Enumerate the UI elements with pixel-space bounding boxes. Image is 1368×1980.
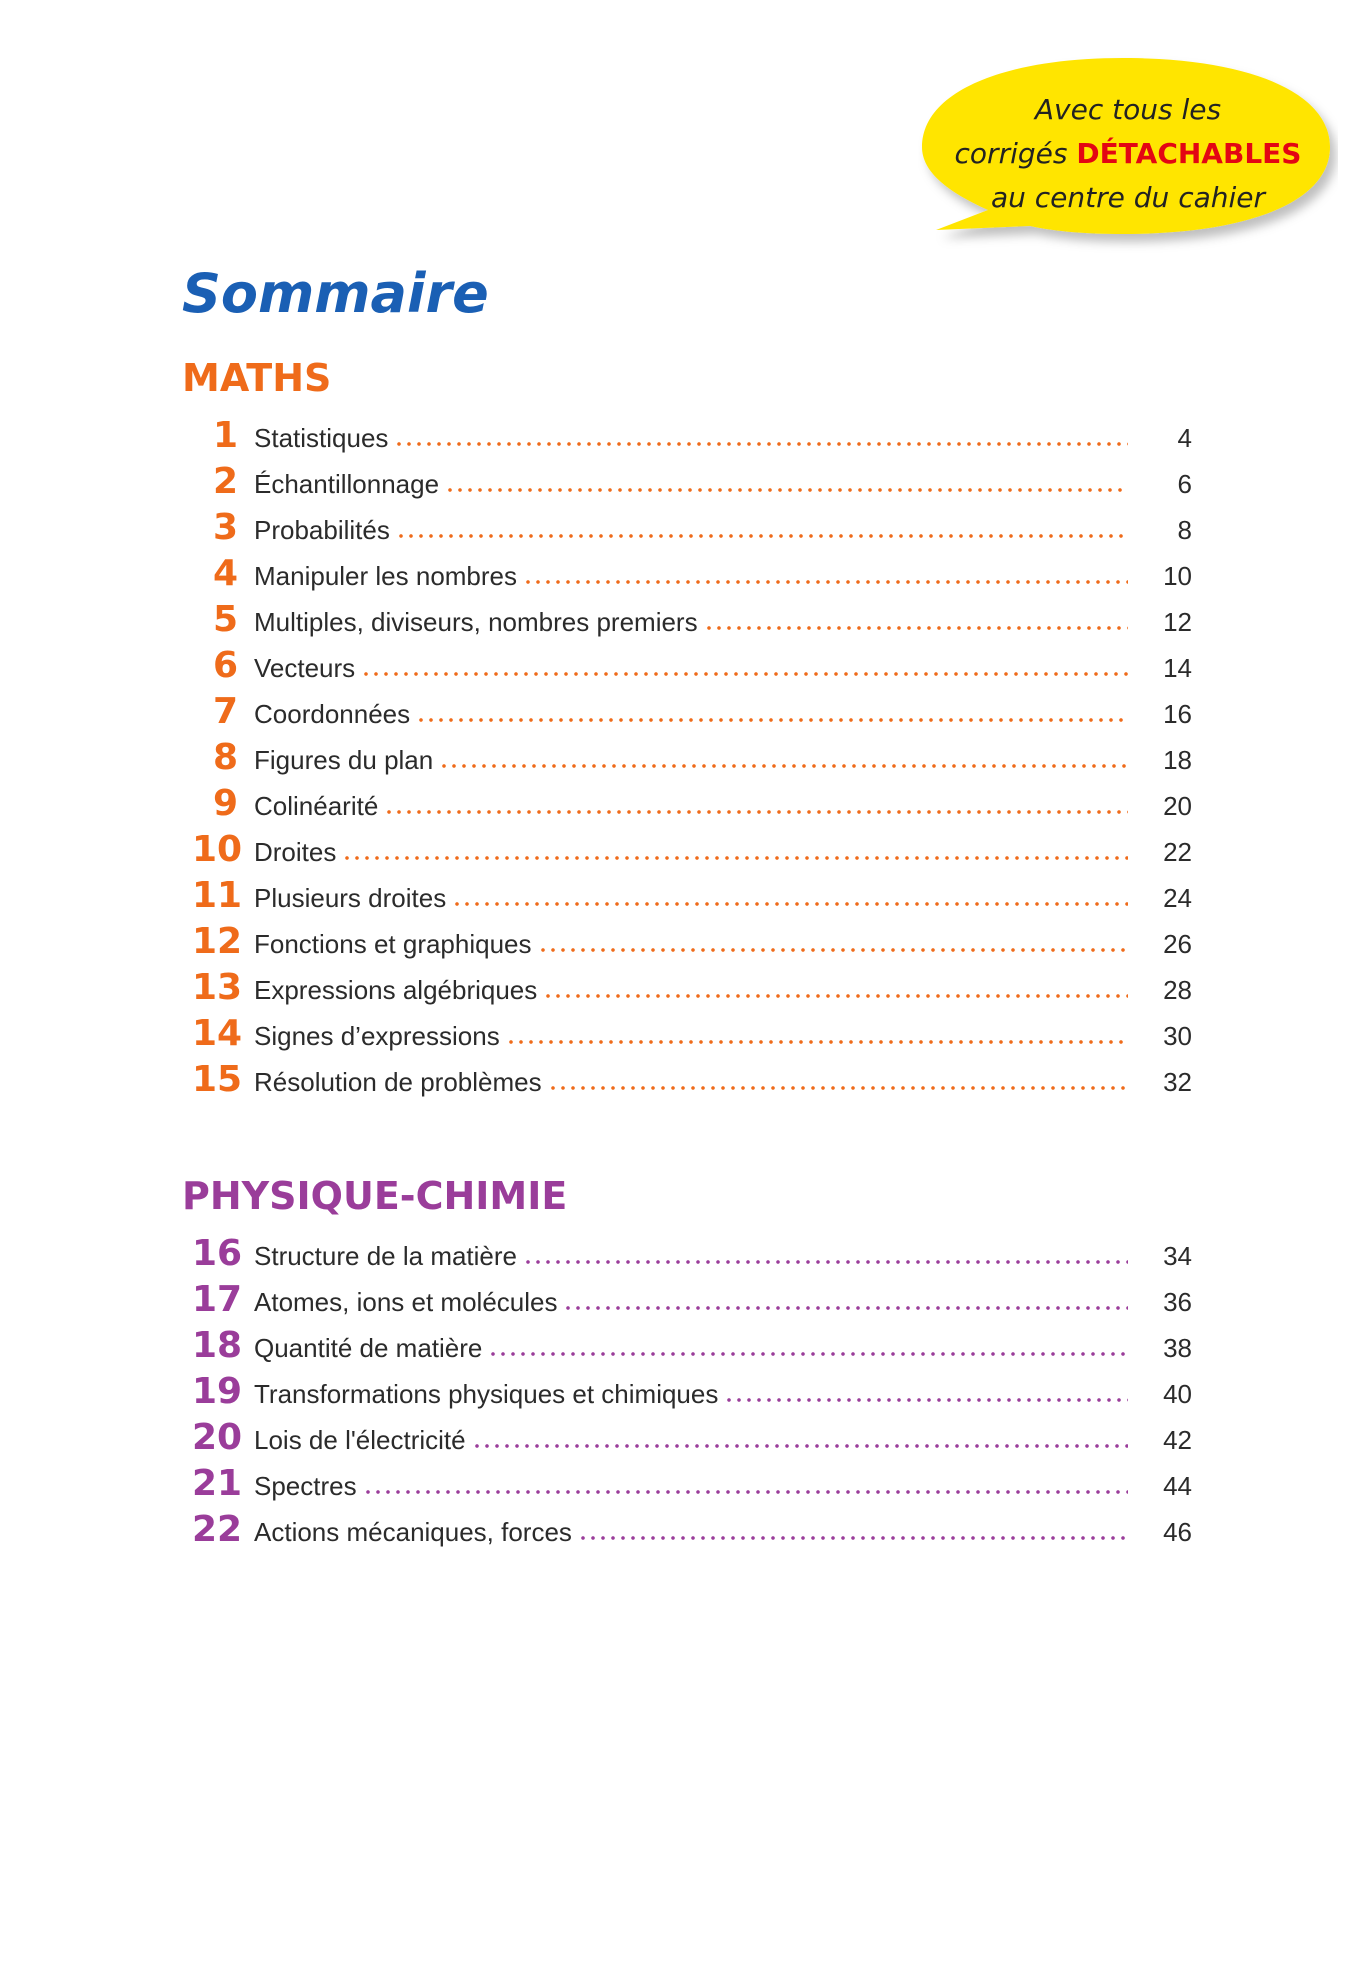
callout-line-3: au centre du cahier [990, 181, 1266, 214]
toc-entry [192, 1230, 1192, 1276]
chapter-number: 11 [192, 875, 243, 916]
toc-entry [192, 1322, 1192, 1368]
toc-entry [192, 918, 1192, 964]
dot-leader [394, 440, 1128, 448]
callout-line-2 [948, 132, 1308, 176]
chapter-title: Coordonnées [254, 699, 411, 729]
dot-leader [543, 992, 1128, 1000]
dot-leader [445, 486, 1128, 494]
toc-entry [192, 642, 1192, 688]
chapter-title: Quantité de matière [254, 1333, 483, 1363]
dot-leader [578, 1534, 1128, 1542]
chapter-title: Fonctions et graphiques [254, 929, 532, 959]
toc-entry [192, 1414, 1192, 1460]
toc-entry [192, 458, 1192, 504]
chapter-title: Atomes, ions et molécules [254, 1287, 558, 1317]
chapter-title: Colinéarité [254, 791, 379, 821]
chapter-title: Actions mécaniques, forces [254, 1517, 572, 1547]
chapter-number: 3 [212, 507, 238, 548]
dot-leader [506, 1038, 1128, 1046]
page-number: 18 [1163, 745, 1192, 775]
dot-leader [363, 1488, 1128, 1496]
chapter-number: 5 [212, 599, 238, 640]
chapter-title: Probabilités [254, 515, 390, 545]
callout-accent: DÉTACHABLES [1076, 137, 1302, 170]
chapter-number: 1 [212, 415, 238, 456]
chapter-title: Manipuler les nombres [254, 561, 518, 591]
toc-entry [192, 1460, 1192, 1506]
page-number: 16 [1163, 699, 1192, 729]
chapter-title: Transformations physiques et chimiques [254, 1379, 719, 1409]
chapter-number: 2 [212, 461, 238, 502]
chapter-number: 13 [192, 967, 243, 1008]
dot-leader [523, 1258, 1128, 1266]
dot-leader [472, 1442, 1128, 1450]
page-number: 44 [1163, 1471, 1192, 1501]
chapter-number: 17 [192, 1279, 243, 1320]
chapter-title: Résolution de problèmes [254, 1067, 542, 1097]
toc-entry [192, 1010, 1192, 1056]
chapter-title: Droites [254, 837, 337, 867]
page-number: 34 [1163, 1241, 1192, 1271]
callout-text [948, 88, 1308, 220]
page-number: 36 [1163, 1287, 1192, 1317]
callout-line-1: Avec tous les [1034, 93, 1222, 126]
page-number: 38 [1163, 1333, 1192, 1363]
page-number: 26 [1163, 929, 1192, 959]
dot-leader [563, 1304, 1128, 1312]
chapter-number: 9 [212, 783, 238, 824]
chapter-number: 16 [192, 1233, 243, 1274]
chapter-number: 7 [212, 691, 238, 732]
chapter-number: 20 [192, 1417, 243, 1458]
chapter-title: Signes d’expressions [254, 1021, 500, 1051]
chapter-title: Vecteurs [254, 653, 356, 683]
toc-entry [192, 1056, 1192, 1102]
chapter-title: Échantillonnage [254, 469, 440, 499]
callout-bubble [918, 52, 1338, 262]
page-number: 46 [1163, 1517, 1192, 1547]
page-number: 14 [1163, 653, 1192, 683]
toc-entry [192, 688, 1192, 734]
dot-leader [384, 808, 1128, 816]
dot-leader [361, 670, 1128, 678]
dot-leader [704, 624, 1128, 632]
toc-entry [192, 872, 1192, 918]
chapter-number: 12 [192, 921, 243, 962]
dot-leader [416, 716, 1128, 724]
page-number: 20 [1163, 791, 1192, 821]
page-number: 6 [1177, 469, 1192, 499]
dot-leader [538, 946, 1128, 954]
toc-entry [192, 780, 1192, 826]
page-number: 22 [1163, 837, 1192, 867]
page-number: 12 [1163, 607, 1192, 637]
chapter-number: 18 [192, 1325, 243, 1366]
page-title: Sommaire [182, 262, 489, 325]
chapter-number: 6 [212, 645, 238, 686]
page-number: 28 [1163, 975, 1192, 1005]
chapter-title: Lois de l'électricité [254, 1425, 466, 1455]
chapter-title: Structure de la matière [254, 1241, 518, 1271]
dot-leader [439, 762, 1128, 770]
page-number: 4 [1177, 423, 1192, 453]
dot-leader [452, 900, 1128, 908]
page-number: 32 [1163, 1067, 1192, 1097]
toc-entry [192, 504, 1192, 550]
chapter-number: 19 [192, 1371, 243, 1412]
toc-list-maths [192, 412, 1192, 1102]
dot-leader [548, 1084, 1128, 1092]
page-number: 10 [1163, 561, 1192, 591]
chapter-title: Expressions algébriques [254, 975, 538, 1005]
toc-entry [192, 1506, 1192, 1552]
chapter-title: Multiples, diviseurs, nombres premiers [254, 607, 698, 637]
dot-leader [396, 532, 1128, 540]
chapter-number: 21 [192, 1463, 243, 1504]
toc-entry [192, 826, 1192, 872]
callout-line-2-prefix: corrigés [954, 137, 1077, 170]
toc-entry [192, 1368, 1192, 1414]
page-number: 30 [1163, 1021, 1192, 1051]
toc-entry [192, 412, 1192, 458]
page-number: 40 [1163, 1379, 1192, 1409]
section-heading-physique-chimie: PHYSIQUE-CHIMIE [182, 1174, 568, 1218]
page-number: 8 [1177, 515, 1192, 545]
section-heading-maths: MATHS [182, 356, 332, 400]
chapter-number: 8 [212, 737, 238, 778]
chapter-number: 22 [192, 1509, 243, 1550]
toc-entry [192, 550, 1192, 596]
toc-entry [192, 964, 1192, 1010]
chapter-number: 14 [192, 1013, 243, 1054]
dot-leader [523, 578, 1128, 586]
chapter-number: 15 [192, 1059, 243, 1100]
chapter-title: Statistiques [254, 423, 389, 453]
chapter-title: Plusieurs droites [254, 883, 447, 913]
chapter-title: Spectres [254, 1471, 357, 1501]
chapter-number: 4 [212, 553, 238, 594]
toc-entry [192, 1276, 1192, 1322]
page-number: 42 [1163, 1425, 1192, 1455]
chapter-title: Figures du plan [254, 745, 434, 775]
dot-leader [724, 1396, 1128, 1404]
page-number: 24 [1163, 883, 1192, 913]
toc-entry [192, 596, 1192, 642]
dot-leader [488, 1350, 1128, 1358]
toc-entry [192, 734, 1192, 780]
chapter-number: 10 [192, 829, 243, 870]
dot-leader [342, 854, 1128, 862]
toc-list-physique-chimie [192, 1230, 1192, 1552]
